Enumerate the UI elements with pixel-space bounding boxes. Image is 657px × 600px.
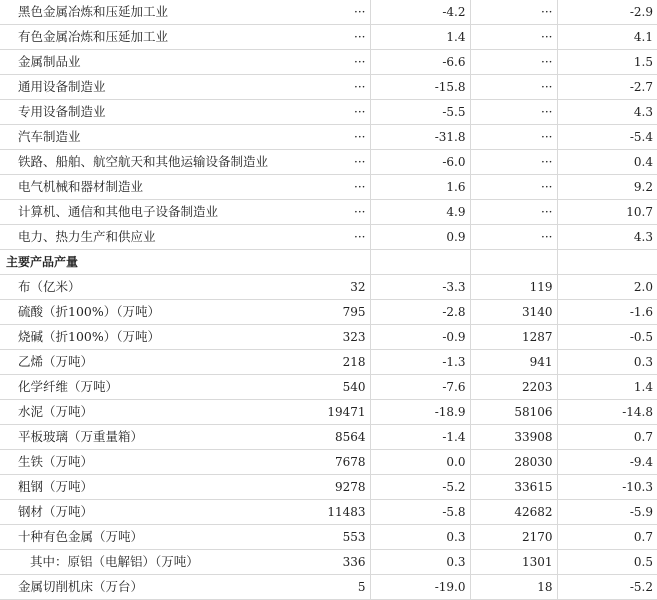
cell-v1: 9278 xyxy=(268,475,370,500)
cell-v2: -3.3 xyxy=(370,275,470,300)
cell-v1: ··· xyxy=(268,0,370,25)
row-label: 水泥（万吨） xyxy=(0,400,268,425)
cell-v3: 1301 xyxy=(470,550,557,575)
table-row xyxy=(0,25,657,50)
row-label: 电气机械和器材制造业 xyxy=(0,175,268,200)
cell-v4: 2.0 xyxy=(557,275,657,300)
cell-v2: 4.9 xyxy=(370,200,470,225)
cell-v3: ··· xyxy=(470,150,557,175)
row-label: 铁路、船舶、航空航天和其他运输设备制造业 xyxy=(0,150,268,175)
row-label: 专用设备制造业 xyxy=(0,100,268,125)
table-row xyxy=(0,475,657,500)
table-row xyxy=(0,325,657,350)
table-row xyxy=(0,500,657,525)
table-row xyxy=(0,300,657,325)
table-row xyxy=(0,125,657,150)
cell-v3: 3140 xyxy=(470,300,557,325)
table-row xyxy=(0,100,657,125)
row-label: 硫酸（折100%）（万吨） xyxy=(0,300,268,325)
table-row xyxy=(0,575,657,600)
cell-v2: -19.0 xyxy=(370,575,470,600)
cell-v1: 336 xyxy=(268,550,370,575)
cell-v3: ··· xyxy=(470,125,557,150)
cell-v4: -5.2 xyxy=(557,575,657,600)
table-row xyxy=(0,275,657,300)
cell-v4: 10.7 xyxy=(557,200,657,225)
cell-v3: 2170 xyxy=(470,525,557,550)
cell-v3: ··· xyxy=(470,25,557,50)
cell-v3: 18 xyxy=(470,575,557,600)
cell-v1: ··· xyxy=(268,125,370,150)
cell-v1: 7678 xyxy=(268,450,370,475)
cell-v1: ··· xyxy=(268,75,370,100)
cell-v3: 33908 xyxy=(470,425,557,450)
table-row xyxy=(0,350,657,375)
table-row xyxy=(0,50,657,75)
row-label: 电力、热力生产和供应业 xyxy=(0,225,268,250)
cell-v3: 58106 xyxy=(470,400,557,425)
cell-v2: -5.5 xyxy=(370,100,470,125)
cell-v4: -10.3 xyxy=(557,475,657,500)
cell-v2: -2.8 xyxy=(370,300,470,325)
cell-v2: -31.8 xyxy=(370,125,470,150)
cell-v2: -1.4 xyxy=(370,425,470,450)
table-row xyxy=(0,200,657,225)
cell-v2: -1.3 xyxy=(370,350,470,375)
cell-v1: ··· xyxy=(268,225,370,250)
cell-v3: ··· xyxy=(470,75,557,100)
cell-v3: 42682 xyxy=(470,500,557,525)
cell-v4: 0.3 xyxy=(557,350,657,375)
cell-v4: 1.5 xyxy=(557,50,657,75)
cell-v4: -0.5 xyxy=(557,325,657,350)
row-label: 粗钢（万吨） xyxy=(0,475,268,500)
cell-v4: 0.7 xyxy=(557,525,657,550)
cell-v1: ··· xyxy=(268,50,370,75)
cell-v1: 8564 xyxy=(268,425,370,450)
cell-v2: -4.2 xyxy=(370,0,470,25)
cell-v1: ··· xyxy=(268,175,370,200)
row-label: 布（亿米） xyxy=(0,275,268,300)
cell-v4: 0.7 xyxy=(557,425,657,450)
cell-v2: 0.3 xyxy=(370,525,470,550)
section-header-row xyxy=(0,250,657,275)
cell-v1: 5 xyxy=(268,575,370,600)
cell-v2: -6.0 xyxy=(370,150,470,175)
cell-v1: ··· xyxy=(268,100,370,125)
cell-v4: -2.7 xyxy=(557,75,657,100)
cell-v1 xyxy=(268,250,370,275)
cell-v4 xyxy=(557,250,657,275)
row-label: 烧碱（折100%）（万吨） xyxy=(0,325,268,350)
table-row xyxy=(0,75,657,100)
cell-v2: 1.4 xyxy=(370,25,470,50)
table-row xyxy=(0,550,657,575)
cell-v2 xyxy=(370,250,470,275)
row-label: 黑色金属冶炼和压延加工业 xyxy=(0,0,268,25)
table-row xyxy=(0,425,657,450)
cell-v3: ··· xyxy=(470,100,557,125)
cell-v2: 1.6 xyxy=(370,175,470,200)
cell-v1: 32 xyxy=(268,275,370,300)
cell-v1: ··· xyxy=(268,150,370,175)
cell-v3: ··· xyxy=(470,50,557,75)
row-label: 生铁（万吨） xyxy=(0,450,268,475)
cell-v4: 4.3 xyxy=(557,225,657,250)
cell-v1: 323 xyxy=(268,325,370,350)
cell-v2: -5.8 xyxy=(370,500,470,525)
row-label: 有色金属冶炼和压延加工业 xyxy=(0,25,268,50)
cell-v1: 553 xyxy=(268,525,370,550)
cell-v3: 119 xyxy=(470,275,557,300)
cell-v2: -18.9 xyxy=(370,400,470,425)
cell-v3 xyxy=(470,250,557,275)
table-row xyxy=(0,375,657,400)
cell-v1: ··· xyxy=(268,25,370,50)
row-label: 通用设备制造业 xyxy=(0,75,268,100)
table-row xyxy=(0,400,657,425)
row-label: 汽车制造业 xyxy=(0,125,268,150)
cell-v3: 28030 xyxy=(470,450,557,475)
table-row xyxy=(0,450,657,475)
cell-v2: -5.2 xyxy=(370,475,470,500)
row-label: 金属切削机床（万台） xyxy=(0,575,268,600)
cell-v4: 4.1 xyxy=(557,25,657,50)
cell-v4: -9.4 xyxy=(557,450,657,475)
cell-v3: ··· xyxy=(470,175,557,200)
cell-v4: -2.9 xyxy=(557,0,657,25)
row-label: 平板玻璃（万重量箱） xyxy=(0,425,268,450)
cell-v4: 0.5 xyxy=(557,550,657,575)
cell-v2: 0.3 xyxy=(370,550,470,575)
table-row xyxy=(0,175,657,200)
cell-v4: 9.2 xyxy=(557,175,657,200)
cell-v4: -5.9 xyxy=(557,500,657,525)
cell-v3: 1287 xyxy=(470,325,557,350)
cell-v4: 0.4 xyxy=(557,150,657,175)
cell-v4: -1.6 xyxy=(557,300,657,325)
row-label: 十种有色金属（万吨） xyxy=(0,525,268,550)
cell-v2: -0.9 xyxy=(370,325,470,350)
cell-v4: -5.4 xyxy=(557,125,657,150)
cell-v3: ··· xyxy=(470,200,557,225)
cell-v2: 0.9 xyxy=(370,225,470,250)
cell-v1: ··· xyxy=(268,200,370,225)
cell-v3: ··· xyxy=(470,225,557,250)
cell-v2: -6.6 xyxy=(370,50,470,75)
table-row xyxy=(0,0,657,25)
cell-v3: 941 xyxy=(470,350,557,375)
row-label: 化学纤维（万吨） xyxy=(0,375,268,400)
table-row xyxy=(0,525,657,550)
cell-v4: -14.8 xyxy=(557,400,657,425)
row-label: 计算机、通信和其他电子设备制造业 xyxy=(0,200,268,225)
cell-v4: 1.4 xyxy=(557,375,657,400)
table-row xyxy=(0,150,657,175)
cell-v2: 0.0 xyxy=(370,450,470,475)
row-label: 金属制品业 xyxy=(0,50,268,75)
cell-v1: 218 xyxy=(268,350,370,375)
cell-v1: 11483 xyxy=(268,500,370,525)
row-label: 主要产品产量 xyxy=(0,250,268,275)
cell-v4: 4.3 xyxy=(557,100,657,125)
row-label: 乙烯（万吨） xyxy=(0,350,268,375)
cell-v3: ··· xyxy=(470,0,557,25)
cell-v1: 19471 xyxy=(268,400,370,425)
table-row xyxy=(0,225,657,250)
cell-v2: -15.8 xyxy=(370,75,470,100)
row-label: 钢材（万吨） xyxy=(0,500,268,525)
row-label: 其中：原铝（电解铝）（万吨） xyxy=(0,550,268,575)
cell-v1: 540 xyxy=(268,375,370,400)
cell-v3: 33615 xyxy=(470,475,557,500)
cell-v2: -7.6 xyxy=(370,375,470,400)
cell-v3: 2203 xyxy=(470,375,557,400)
cell-v1: 795 xyxy=(268,300,370,325)
